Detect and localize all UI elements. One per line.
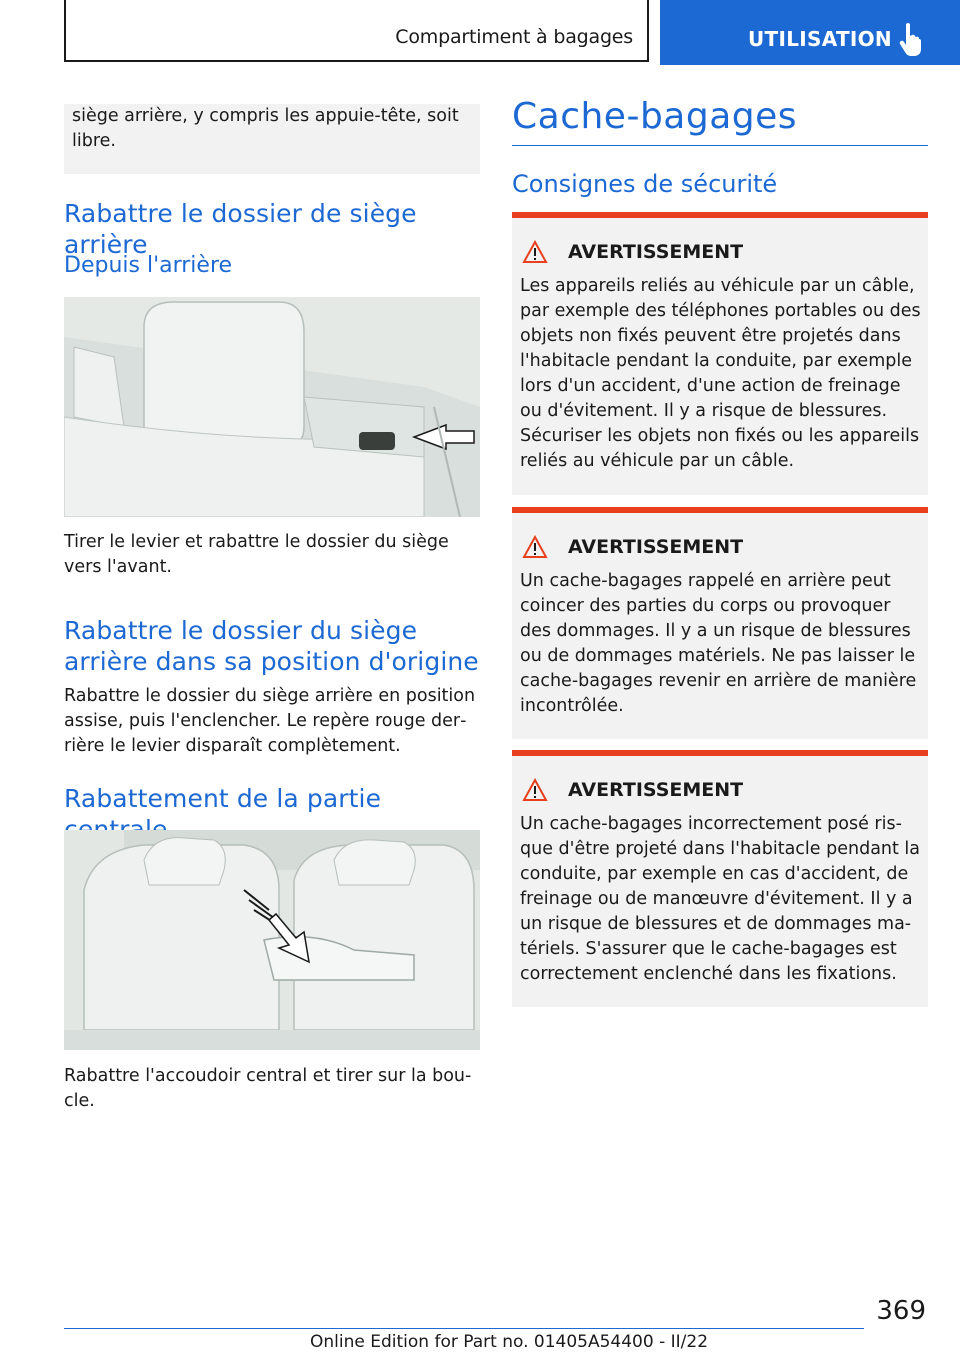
warning-box-3 — [512, 750, 928, 1007]
note-box — [64, 104, 480, 174]
warning-title: AVERTISSEMENT — [568, 779, 744, 801]
warning-title: AVERTISSEMENT — [568, 241, 744, 263]
caption-rear-lever: Tirer le levier et rabattre le dossier du siège vers l'avant. — [64, 532, 449, 577]
header-section-box — [64, 0, 649, 62]
warning-triangle-icon — [522, 240, 548, 264]
warning-text: Un cache-bagages incorrectement posé risque d'être projeté dans l'habitacle pendant la conduite, par exemple en cas d'accident, de freinage ou de manœuvre d'évitement. Il y a un risque de blessures et de dommages matériels. S'assurer que le cache-bagages est correctement enclenché dans les fixations. — [520, 814, 921, 984]
rear-seat-lever-illustration — [64, 297, 480, 517]
hand-pointer-icon — [898, 22, 922, 56]
heading-cache-bagages: Cache-bagages — [512, 96, 798, 137]
note-text: siège arrière, y compris les appuie-tête, soit libre. — [72, 106, 459, 151]
warning-triangle-icon — [522, 778, 548, 802]
page-number: 369 — [876, 1296, 926, 1326]
warning-box-2 — [512, 507, 928, 739]
heading-safety: Consignes de sécurité — [512, 170, 778, 198]
header-section-title: Compartiment à bagages — [395, 26, 633, 48]
heading-fold-backrest: Rabattre le dossier de siège arrière — [64, 199, 417, 259]
header-chapter-tab — [660, 0, 960, 65]
caption-center-armrest: Rabattre l'accoudoir central et tirer sur la boucle. — [64, 1066, 472, 1111]
heading-rule — [512, 145, 928, 146]
heading-return-backrest: Rabattre le dossier du siège arrière dans sa position d'origine — [64, 616, 479, 676]
footer-rule — [64, 1328, 864, 1329]
heading-from-rear: Depuis l'arrière — [64, 253, 233, 278]
warning-text: Un cache-bagages rappelé en arrière peut coincer des parties du corps ou provoquer des dommages. Il y a un risque de blessures ou de dommages matériels. Ne pas laisser le cache-bagages revenir en arrière de manière incontrôlée. — [520, 571, 917, 716]
figure-center-armrest — [64, 830, 480, 1050]
header-chapter-title: UTILISATION — [748, 27, 892, 51]
paragraph-return-backrest: Rabattre le dossier du siège arrière en position assise, puis l'enclencher. Le repère rouge derrière le levier disparaît complètement. — [64, 686, 476, 756]
warning-text: Les appareils reliés au véhicule par un câble, par exemple des téléphones portables ou des objets non fixés peuvent être projetés dans l'habitacle pendant la conduite, par exemple lors d'un accident, d'une action de freinage ou d'évitement. Il y a risque de blessures. Sécuriser les objets non fixés ou les appareils reliés au véhicule par un câble. — [520, 276, 921, 471]
footer-edition: Online Edition for Part no. 01405A54400 - II/22 — [310, 1332, 709, 1352]
heading-center-section: Rabattement de la partie — [64, 784, 382, 813]
warning-title: AVERTISSEMENT — [568, 536, 744, 558]
warning-box-1 — [512, 212, 928, 495]
figure-rear-seat-lever — [64, 297, 480, 517]
warning-triangle-icon — [522, 535, 548, 559]
center-armrest-illustration — [64, 830, 480, 1050]
